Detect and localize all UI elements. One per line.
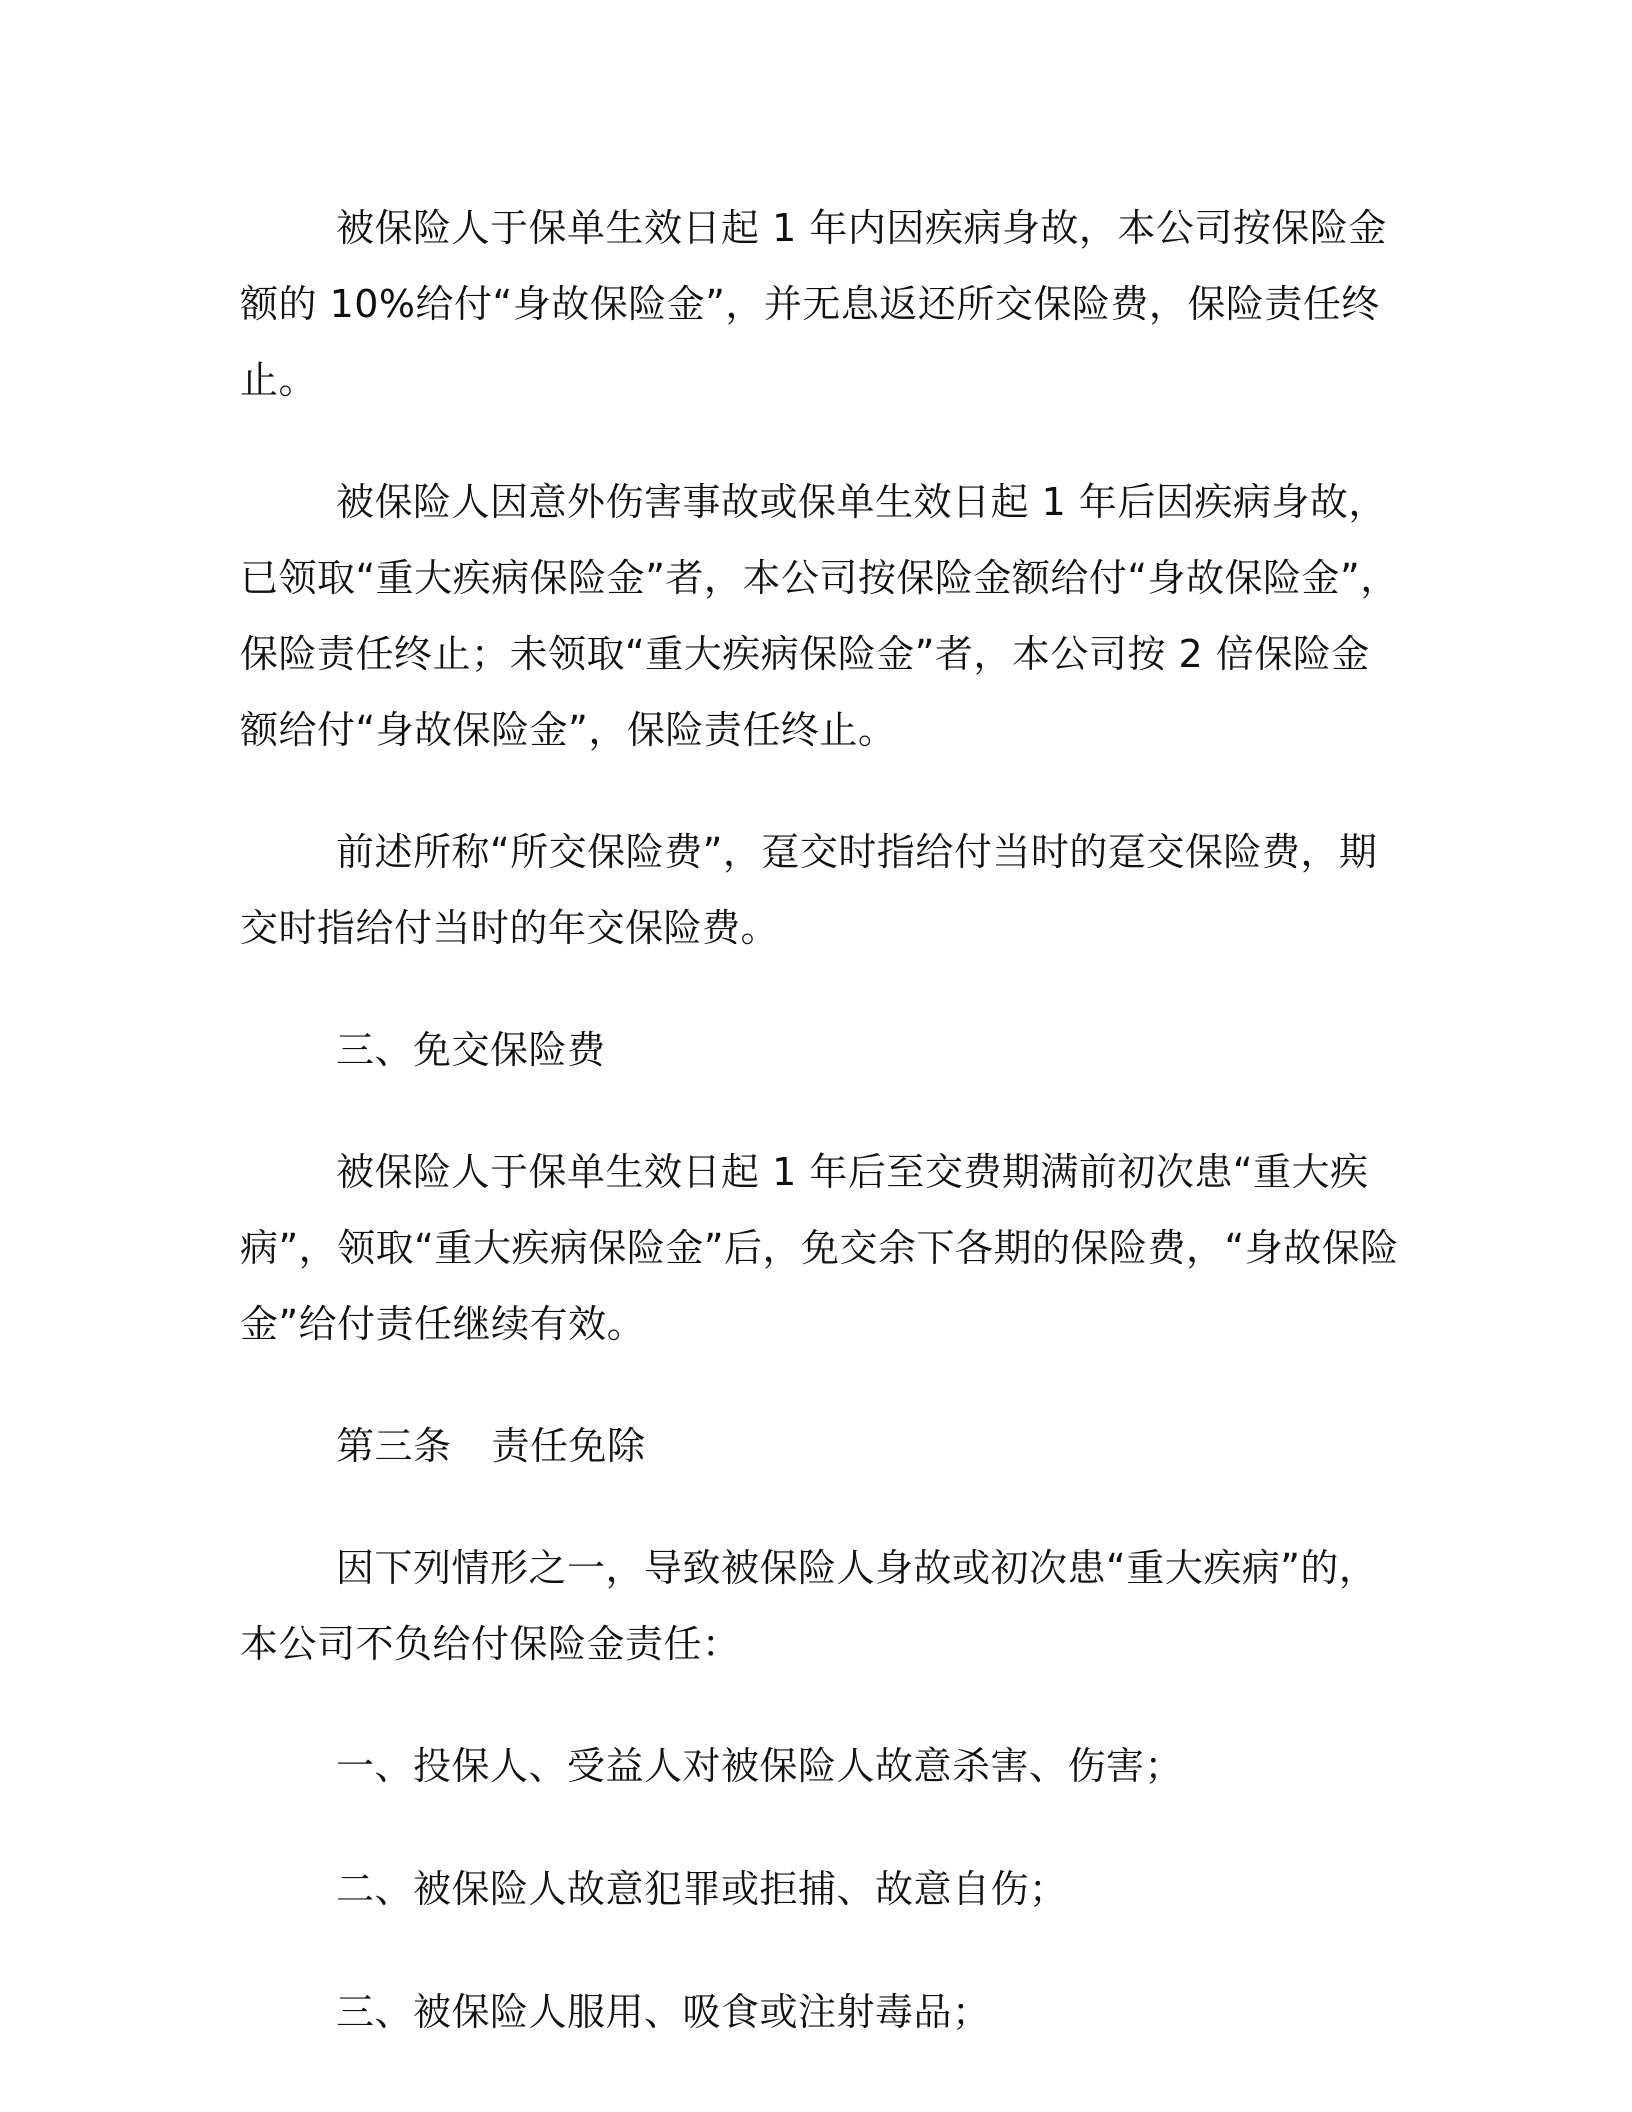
section-heading-premium-waiver: 三、免交保险费 [336, 1028, 606, 1072]
exclusion-item: 二、被保险人故意犯罪或拒捕、故意自伤； [336, 1867, 1068, 1911]
document-body [240, 190, 1400, 2097]
paragraph-death-within-one-year: 被保险人于保单生效日起 1 年内因疾病身故，本公司按保险金额的 10%给付“身故保险金”，并无息返还所交保险费，保险责任终止。 [240, 206, 1387, 402]
paragraph-death-after-one-year: 被保险人因意外伤害事故或保单生效日起 1 年后因疾病身故，已领取“重大疾病保险金”者，本公司按保险金额给付“身故保险金”，保险责任终止；未领取“重大疾病保险金”者，本公司按 2 倍保险金额给付“身故保险金”，保险责任终止。 [240, 480, 1399, 752]
exclusion-item: 三、被保险人服用、吸食或注射毒品； [336, 1990, 991, 2034]
paragraph-exclusions-intro: 因下列情形之一，导致被保险人身故或初次患“重大疾病”的，本公司不负给付保险金责任： [240, 1546, 1378, 1666]
paragraph-premium-waiver: 被保险人于保单生效日起 1 年后至交费期满前初次患“重大疾病”，领取“重大疾病保险金”后，免交余下各期的保险费，“身故保险金”给付责任继续有效。 [240, 1150, 1399, 1346]
exclusion-item: 一、投保人、受益人对被保险人故意杀害、伤害； [336, 1744, 1184, 1788]
paragraph-premium-definition: 前述所称“所交保险费”，趸交时指给付当时的趸交保险费，期交时指给付当时的年交保险费。 [240, 830, 1378, 950]
article-number: 第三条 [336, 1424, 452, 1468]
article-heading-exclusions [240, 1408, 1400, 1484]
article-title: 责任免除 [491, 1424, 646, 1468]
